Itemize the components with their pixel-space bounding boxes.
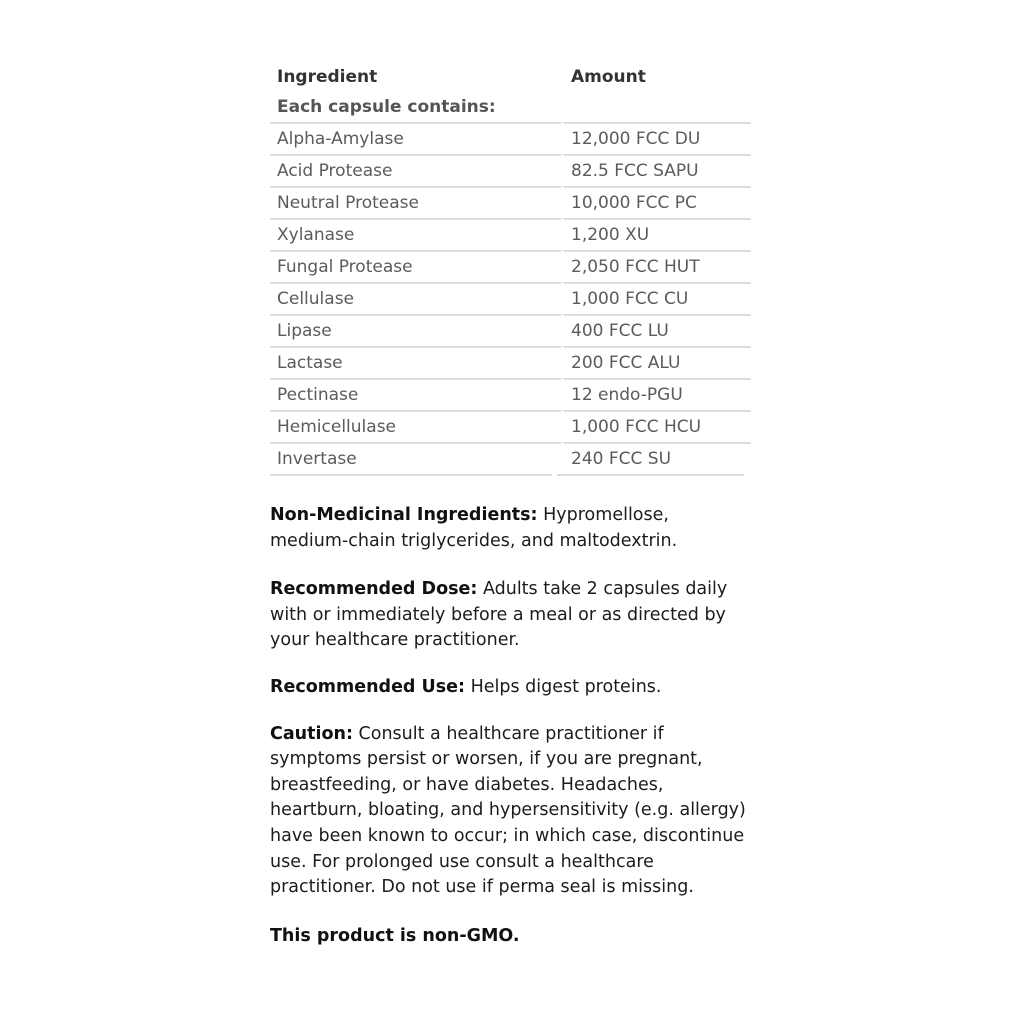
non-gmo-statement xyxy=(270,924,760,950)
table-row xyxy=(270,154,751,186)
ingredient-name: Hemicellulase xyxy=(270,410,564,442)
table-subheading: Each capsule contains: xyxy=(277,97,496,117)
ingredient-name: Alpha-Amylase xyxy=(270,122,564,154)
table-header-row xyxy=(270,62,751,92)
non-gmo-text: This product is non-GMO. xyxy=(270,925,520,946)
ingredient-amount: 10,000 FCC PC xyxy=(564,186,751,218)
ingredient-amount: 200 FCC ALU xyxy=(564,346,751,378)
non-medicinal-ingredients xyxy=(270,503,710,554)
ingredient-amount: 1,000 FCC CU xyxy=(564,282,751,314)
ingredient-amount: 1,200 XU xyxy=(564,218,751,250)
table-subheading-row xyxy=(270,92,751,122)
non-medicinal-text: Hypromellose, medium-chain triglycerides, and maltodextrin. xyxy=(270,505,678,551)
table-row xyxy=(270,442,751,474)
amount-column-header: Amount xyxy=(571,67,646,87)
ingredient-name: Lactase xyxy=(270,346,564,378)
recommended-use xyxy=(270,675,760,701)
recommended-use-text: Helps digest proteins. xyxy=(465,676,662,697)
ingredient-amount: 12,000 FCC DU xyxy=(564,122,751,154)
table-row xyxy=(270,122,751,154)
ingredient-amount: 400 FCC LU xyxy=(564,314,751,346)
ingredient-name: Neutral Protease xyxy=(270,186,564,218)
ingredient-table xyxy=(270,62,751,474)
table-row xyxy=(270,346,751,378)
recommended-dose-text: Adults take 2 capsules daily with or immediately before a meal or as directed by your healthcare practitioner. xyxy=(270,579,728,651)
ingredient-name: Invertase xyxy=(270,442,564,474)
recommended-dose xyxy=(270,577,740,654)
caution xyxy=(270,722,755,901)
caution-label: Caution: xyxy=(270,723,353,744)
table-row xyxy=(270,250,751,282)
table-row xyxy=(270,282,751,314)
table-row xyxy=(270,218,751,250)
ingredient-amount: 82.5 FCC SAPU xyxy=(564,154,751,186)
table-row xyxy=(270,410,751,442)
ingredient-name: Cellulase xyxy=(270,282,564,314)
ingredient-name: Pectinase xyxy=(270,378,564,410)
ingredient-name: Fungal Protease xyxy=(270,250,564,282)
non-medicinal-label: Non-Medicinal Ingredients: xyxy=(270,505,538,525)
ingredient-amount: 2,050 FCC HUT xyxy=(564,250,751,282)
ingredient-column-header: Ingredient xyxy=(277,67,378,87)
ingredient-amount: 240 FCC SU xyxy=(564,442,751,474)
product-info-document xyxy=(270,62,760,949)
ingredient-name: Lipase xyxy=(270,314,564,346)
table-row xyxy=(270,186,751,218)
recommended-dose-label: Recommended Dose: xyxy=(270,579,478,600)
ingredient-name: Xylanase xyxy=(270,218,564,250)
caution-text: Consult a healthcare practitioner if symptoms persist or worsen, if you are pregnant, breastfeeding, or have diabetes. Headaches, heartburn, bloating, and hypersensitivity (e.g. allergy) have been known to occur; in which case, discontinue use. For prolonged use consult a healthcare practitioner. Do not use if perma seal is missing. xyxy=(270,723,746,898)
table-row xyxy=(270,378,751,410)
ingredient-amount: 12 endo-PGU xyxy=(564,378,751,410)
ingredient-name: Acid Protease xyxy=(270,154,564,186)
recommended-use-label: Recommended Use: xyxy=(270,676,466,697)
ingredient-amount: 1,000 FCC HCU xyxy=(564,410,751,442)
table-row xyxy=(270,314,751,346)
